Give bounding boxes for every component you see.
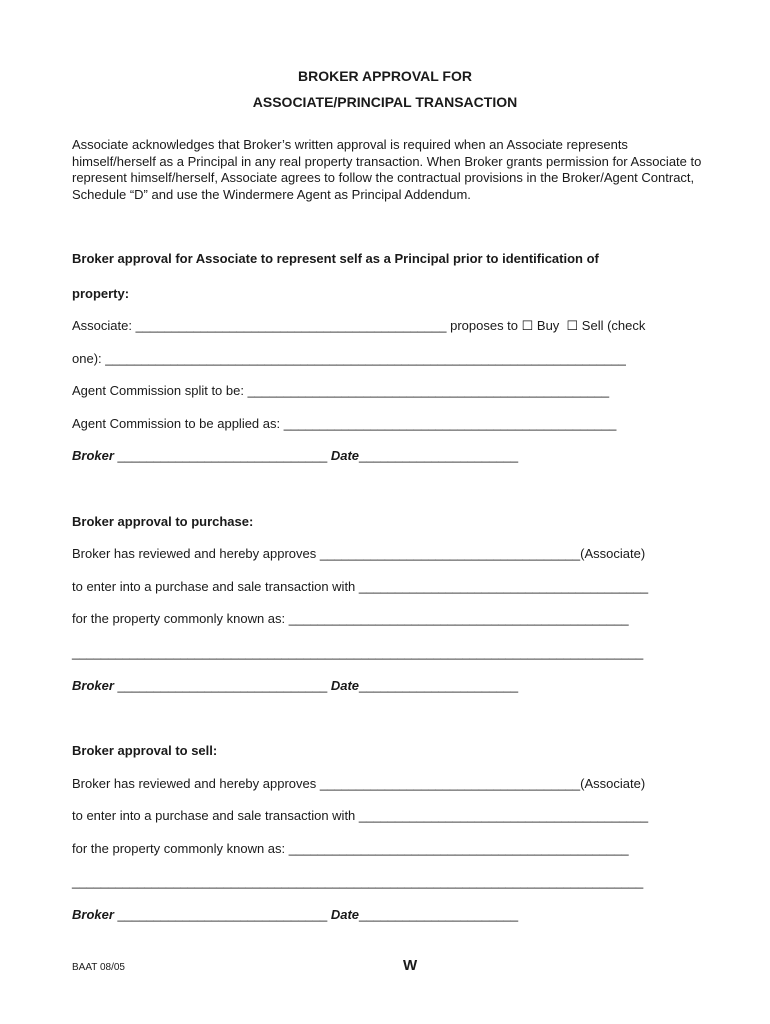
sell-reviewed-field[interactable]: Broker has reviewed and hereby approves ____________________________________(Associate) — [72, 776, 646, 791]
date-label: Date — [330, 907, 360, 922]
broker-signature-row-1 — [72, 448, 518, 463]
check-one-field[interactable]: one): ________________________________________________________________________ — [72, 351, 626, 366]
purchase-property-field-continued[interactable]: _______________________________________________________________________________ — [72, 645, 644, 660]
sell-property-field[interactable]: for the property commonly known as: _______________________________________________ — [72, 841, 629, 856]
broker-signature-row-3 — [72, 907, 518, 922]
date-field[interactable]: ______________________ — [359, 448, 519, 463]
windermere-logo: W — [403, 957, 418, 974]
broker-signature-field[interactable]: _____________________________ — [113, 678, 331, 693]
broker-signature-row-2 — [72, 678, 518, 693]
commission-applied-field[interactable]: Agent Commission to be applied as: ______________________________________________ — [72, 416, 617, 431]
associate-field[interactable]: Associate: ___________________________________________ proposes to ☐ Buy ☐ Sell (check — [72, 318, 646, 333]
section3-heading: Broker approval to sell: — [72, 743, 218, 758]
section1-heading-continued: property: — [72, 286, 130, 301]
broker-label: Broker — [72, 448, 114, 463]
document-title-line-1: BROKER APPROVAL FOR — [298, 68, 472, 84]
broker-signature-field[interactable]: _____________________________ — [113, 907, 331, 922]
date-label: Date — [330, 448, 360, 463]
date-field[interactable]: ______________________ — [359, 678, 519, 693]
section1-heading: Broker approval for Associate to represent self as a Principal prior to identification of — [72, 251, 599, 266]
intro-paragraph: Associate acknowledges that Broker’s written approval is required when an Associate represents himself/herself as a Principal in any real property transaction. When Broker grants permission for Associate to represent himself/herself, Associate agrees to follow the contractual provisions in the Broker/Agent Contract, Schedule “D” and use the Windermere Agent as Principal Addendum. — [72, 137, 702, 202]
purchase-property-field[interactable]: for the property commonly known as: _______________________________________________ — [72, 611, 629, 626]
broker-label: Broker — [72, 907, 114, 922]
document-title-line-2: ASSOCIATE/PRINCIPAL TRANSACTION — [252, 94, 518, 110]
date-field[interactable]: ______________________ — [359, 907, 519, 922]
broker-label: Broker — [72, 678, 114, 693]
purchase-reviewed-field[interactable]: Broker has reviewed and hereby approves ____________________________________(Associate) — [72, 546, 646, 561]
section2-heading: Broker approval to purchase: — [72, 514, 254, 529]
commission-split-field[interactable]: Agent Commission split to be: __________________________________________________ — [72, 383, 610, 398]
broker-signature-field[interactable]: _____________________________ — [113, 448, 331, 463]
sell-transaction-field[interactable]: to enter into a purchase and sale transaction with ________________________________________ — [72, 808, 649, 823]
purchase-transaction-field[interactable]: to enter into a purchase and sale transaction with ________________________________________ — [72, 579, 649, 594]
form-code: BAAT 08/05 — [72, 962, 125, 973]
sell-property-field-continued[interactable]: _______________________________________________________________________________ — [72, 874, 644, 889]
date-label: Date — [330, 678, 360, 693]
